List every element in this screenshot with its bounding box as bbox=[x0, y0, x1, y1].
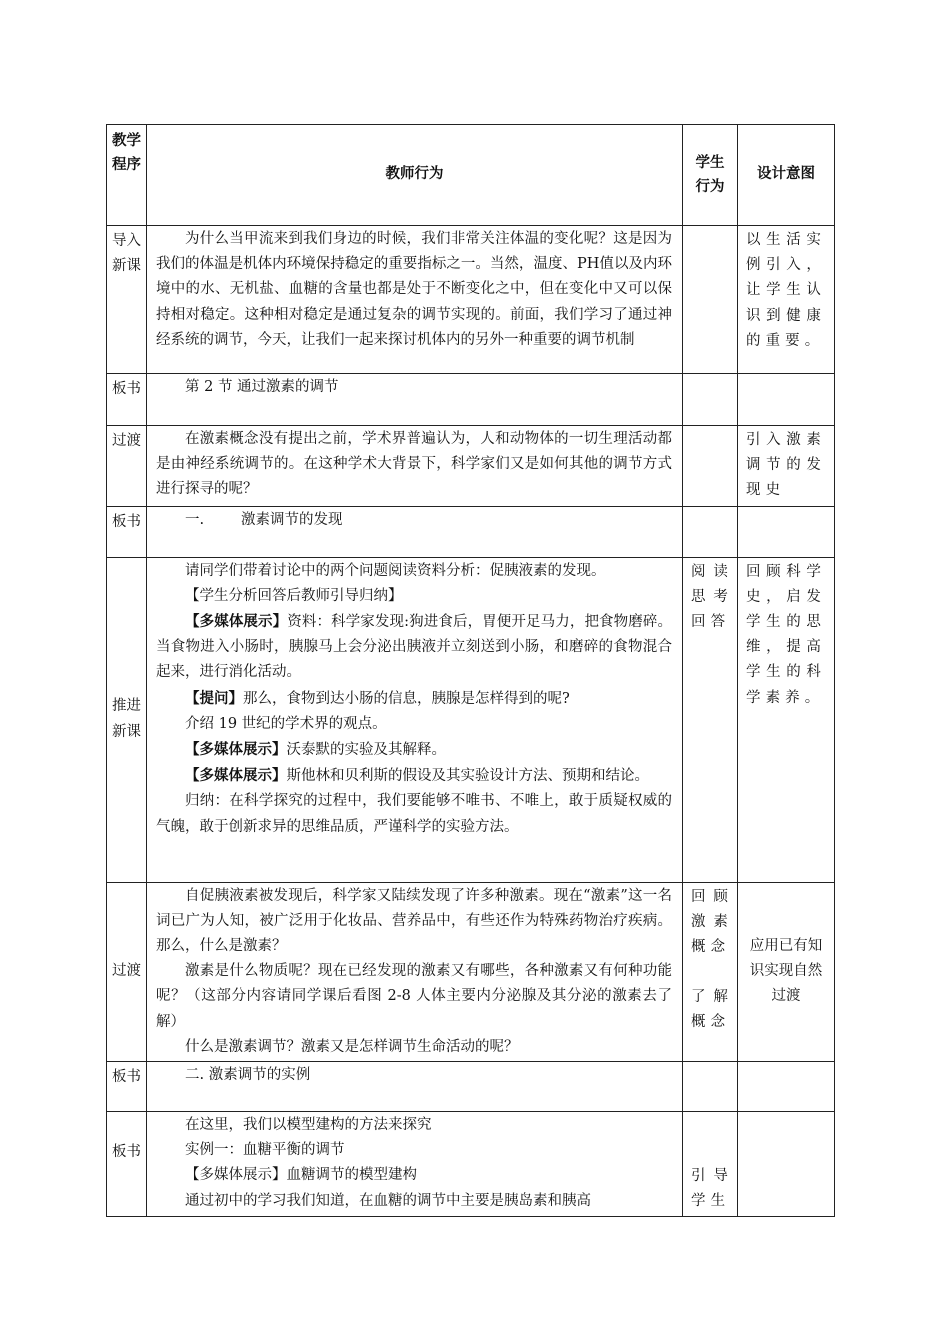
paragraph: 为什么当甲流来到我们身边的时候，我们非常关注体温的变化呢？这是因为我们的体温是机体内环境保持稳定的重要指标之一。当然，温度、PH值以及内环境中的水、无机盐、血糖的含量也都是处于不断变化之中，但在变化中又可以保持相对稳定。这种相对稳定是通过复杂的调节实现的。前面，我们学习了通过神经系统的调节，今天，让我们一起来探讨机体内的另外一种重要的调节机制 bbox=[156, 231, 672, 348]
paragraph: 一. 激素调节的发现 bbox=[185, 511, 343, 528]
row-board-2 bbox=[107, 506, 835, 557]
row-advance bbox=[107, 557, 835, 882]
header-teacher: 教师行为 bbox=[147, 125, 683, 226]
header-stage bbox=[107, 125, 147, 226]
intent-cell: 引入激素调节的发现史 bbox=[738, 426, 835, 507]
paragraph: 【学生分析回答后教师引导归纳】 bbox=[185, 587, 403, 604]
student-cell bbox=[683, 1062, 738, 1112]
paragraph: 归纳：在科学探究的过程中，我们要能够不唯书、不唯上，敢于质疑权威的气魄，敢于创新求异的思维品质，严谨科学的实验方法。 bbox=[156, 793, 672, 835]
intent-cell bbox=[738, 1112, 835, 1217]
paragraph-text: 那么，食物到达小肠的信息，胰腺是怎样得到的呢? bbox=[243, 690, 570, 707]
header-stage-label: 教学程序 bbox=[112, 133, 141, 173]
header-student: 学生行为 bbox=[683, 125, 738, 226]
bold-label: 【提问】 bbox=[185, 689, 243, 707]
stage-cell: 板书 bbox=[107, 374, 147, 426]
student-cell bbox=[683, 506, 738, 557]
paragraph: 二. 激素调节的实例 bbox=[185, 1067, 311, 1084]
paragraph: 在激素概念没有提出之前，学术界普遍认为，人和动物体的一切生理活动都是由神经系统调节的。在这种学术大背景下，科学家们又是如何其他的调节方式进行探寻的呢？ bbox=[156, 431, 672, 498]
stage-cell: 导入新课 bbox=[107, 226, 147, 374]
row-intro bbox=[107, 226, 835, 374]
paragraph: 【多媒体展示】血糖调节的模型建构 bbox=[185, 1167, 417, 1184]
student-cell bbox=[683, 374, 738, 426]
paragraph: 激素是什么物质呢？现在已经发现的激素又有哪些，各种激素又有何种功能呢？（这部分内容请同学课后看图 2-8 人体主要内分泌腺及其分泌的激素去了解） bbox=[156, 963, 672, 1030]
intent-cell: 应用已有知识实现自然过渡 bbox=[738, 882, 835, 1061]
row-board-4 bbox=[107, 1112, 835, 1217]
row-board-3 bbox=[107, 1062, 835, 1112]
paragraph-text: 沃泰默的实验及其解释。 bbox=[286, 742, 446, 759]
student-cell bbox=[683, 426, 738, 507]
row-transition-1 bbox=[107, 426, 835, 507]
student-cell: 引导学生 bbox=[683, 1112, 738, 1217]
row-transition-2 bbox=[107, 882, 835, 1061]
paragraph: 第 2 节 通过激素的调节 bbox=[185, 379, 339, 395]
stage-cell: 板书 bbox=[107, 506, 147, 557]
intent-cell bbox=[738, 374, 835, 426]
paragraph bbox=[156, 609, 672, 686]
intent-cell: 以生活实例引入，让学生认识到健康的重要。 bbox=[738, 226, 835, 374]
teacher-cell bbox=[147, 557, 683, 882]
paragraph: 什么是激素调节？激素又是怎样调节生命活动的呢？ bbox=[185, 1038, 519, 1055]
paragraph: 自促胰液素被发现后，科学家又陆续发现了许多种激素。现在“激素”这一名词已广为人知，被广泛用于化妆品、营养品中，有些还作为特殊药物治疗疾病。那么，什么是激素？ bbox=[156, 887, 672, 955]
stage-cell: 过渡 bbox=[107, 426, 147, 507]
teacher-cell bbox=[147, 1062, 683, 1112]
bold-label: 【多媒体展示】 bbox=[185, 613, 288, 631]
stage-cell: 过渡 bbox=[107, 882, 147, 1061]
row-board-1 bbox=[107, 374, 835, 426]
paragraph: 在这里，我们以模型建构的方法来探究 bbox=[185, 1117, 432, 1134]
student-cell: 阅读思考回答 bbox=[683, 557, 738, 882]
stage-cell: 板书 bbox=[107, 1062, 147, 1112]
paragraph bbox=[156, 686, 672, 712]
intent-cell bbox=[738, 1062, 835, 1112]
paragraph: 请同学们带着讨论中的两个问题阅读资料分析：促胰液素的发现。 bbox=[185, 562, 606, 579]
header-row bbox=[107, 125, 835, 226]
teacher-cell bbox=[147, 506, 683, 557]
intent-cell bbox=[738, 506, 835, 557]
paragraph bbox=[156, 737, 672, 763]
teacher-cell bbox=[147, 882, 683, 1061]
student-note: 回顾激素概念 bbox=[691, 888, 733, 956]
bold-label: 【多媒体展示】 bbox=[185, 767, 287, 785]
paragraph-text: 资料：科学家发现:狗进食后，胃便开足马力，把食物磨碎。当食物进入小肠时，胰腺马上会分泌出胰液并立刻送到小肠，和磨碎的食物混合起来，进行消化活动。 bbox=[156, 614, 672, 681]
student-note: 了解概念 bbox=[691, 989, 733, 1031]
paragraph-text: 斯他林和贝利斯的假设及其实验设计方法、预期和结论。 bbox=[286, 768, 649, 785]
student-cell bbox=[683, 226, 738, 374]
teacher-cell bbox=[147, 1112, 683, 1217]
lesson-plan-table bbox=[106, 124, 835, 1217]
student-cell bbox=[683, 882, 738, 1061]
intent-cell: 回顾科学史，启发学生的思维，提高学生的科学素养。 bbox=[738, 557, 835, 882]
bold-label: 【多媒体展示】 bbox=[185, 741, 287, 759]
teacher-cell bbox=[147, 226, 683, 374]
stage-cell: 板书 bbox=[107, 1112, 147, 1217]
teacher-cell bbox=[147, 426, 683, 507]
stage-cell: 推进新课 bbox=[107, 557, 147, 882]
paragraph: 通过初中的学习我们知道，在血糖的调节中主要是胰岛素和胰高 bbox=[185, 1192, 591, 1209]
paragraph bbox=[156, 763, 672, 789]
teacher-cell bbox=[147, 374, 683, 426]
paragraph: 实例一：血糖平衡的调节 bbox=[185, 1142, 345, 1159]
header-intent: 设计意图 bbox=[738, 125, 835, 226]
paragraph: 介绍 19 世纪的学术界的观点。 bbox=[185, 715, 387, 732]
